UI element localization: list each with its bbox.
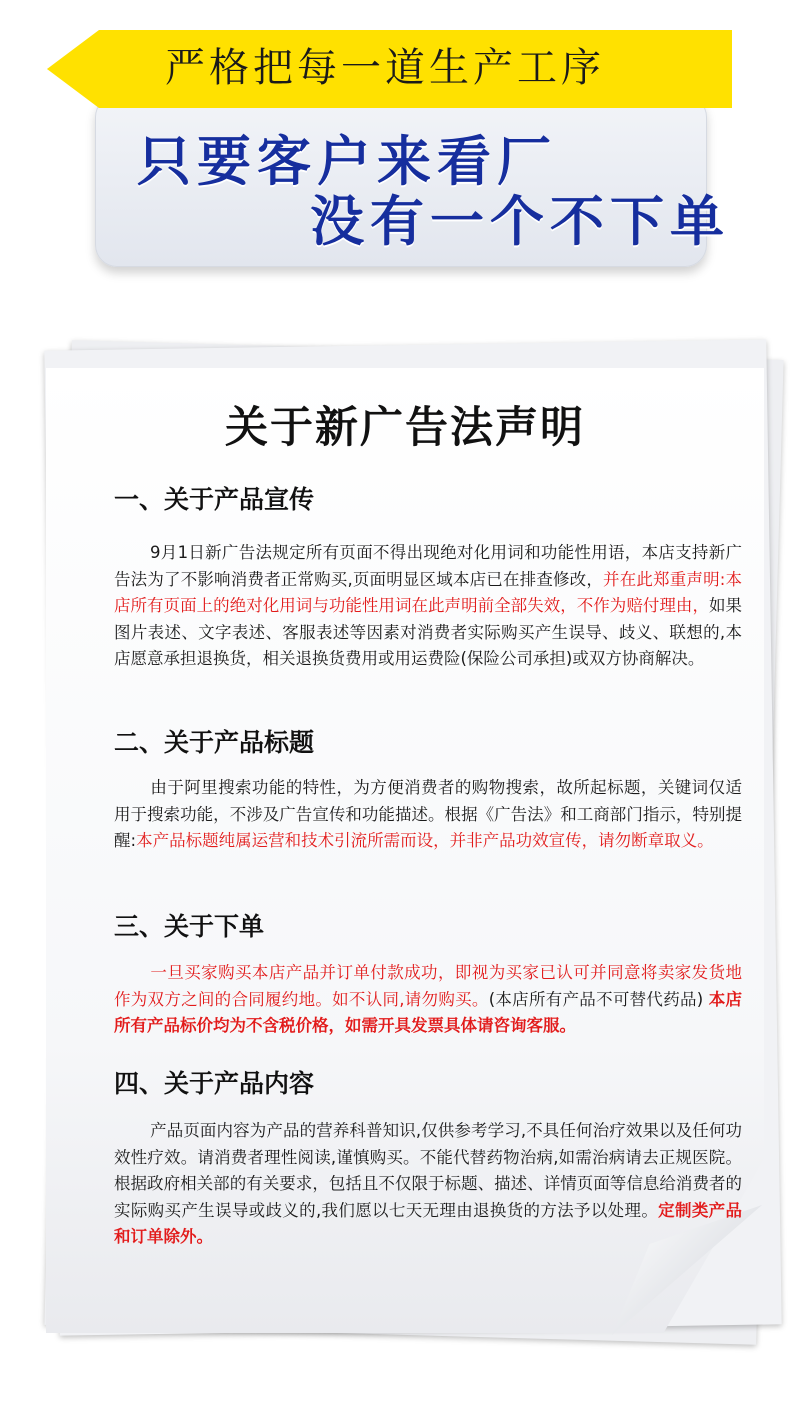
section-heading-3: 三、关于下单: [114, 912, 265, 941]
section-3-bold-red-text: 本店所有产品标价均为不含税价格，如需开具发票具体请咨询客服。: [114, 989, 743, 1035]
section-4-text: 产品页面内容为产品的营养科普知识,仅供参考学习,不具任何治疗效果以及任何功效性疗效。请消费者理性阅读,谨慎购买。不能代替药物治病,如需治病请去正规医院。根据政府相关部的有关要求，包括且不仅限于标题、描述、详情页面等信息给消费者的实际购买产生误导或歧义的,我们愿以七天无理由退换货的方法予以处理。: [114, 1121, 742, 1220]
section-1-tail-text: 如果图片表述、文字表述、客服表述等因素对消费者实际购买产生误导、歧义、联想的,本店愿意承担退换货，相关退换货费用或用运费险(保险公司承担)或双方协商解决。: [114, 596, 743, 668]
section-4-bold-red-text: 定制类产品和订单除外。: [114, 1200, 742, 1246]
section-1-red-text: 并在此郑重声明:本店所有页面上的绝对化用词与功能性用词在此声明前全部失效，不作为赔付理由，: [114, 569, 742, 615]
section-paragraph-1: [114, 540, 742, 673]
section-2-text: 由于阿里搜索功能的特性，为方便消费者的购物搜索，故所起标题，关键词仅适用于搜索功能，不涉及广告宣传和功能描述。根据《广告法》和工商部门指示，特别提醒:: [114, 778, 742, 850]
section-3-text: (本店所有产品不可替代药品): [488, 989, 709, 1009]
section-paragraph-4: [114, 1118, 742, 1251]
section-2-red-text: 本产品标题纯属运营和技术引流所需而设，并非产品功效宣传，请勿断章取义。: [136, 831, 714, 850]
section-3-red-text: 一旦买家购买本店产品并订单付款成功，即视为买家已认可并同意将卖家发货地作为双方之间的合同履约地。如不认同,请勿购买。: [114, 963, 742, 1009]
section-paragraph-3: [114, 960, 742, 1040]
section-1-text: 9月1日新广告法规定所有页面不得出现绝对化用词和功能性用语，本店支持新广告法为了不影响消费者正常购买,页面明显区域本店已在排查修改，: [114, 543, 742, 589]
headline-line-1: 只要客户来看厂: [137, 130, 557, 193]
ribbon-text: 严格把每一道生产工序: [165, 45, 605, 91]
section-heading-1: 一、关于产品宣传: [114, 485, 315, 514]
document-title: 关于新广告法声明: [225, 403, 585, 453]
section-heading-4: 四、关于产品内容: [114, 1069, 315, 1098]
section-heading-2: 二、关于产品标题: [114, 728, 315, 757]
headline-line-2: 没有一个不下单: [310, 190, 730, 253]
section-paragraph-2: [114, 775, 742, 855]
